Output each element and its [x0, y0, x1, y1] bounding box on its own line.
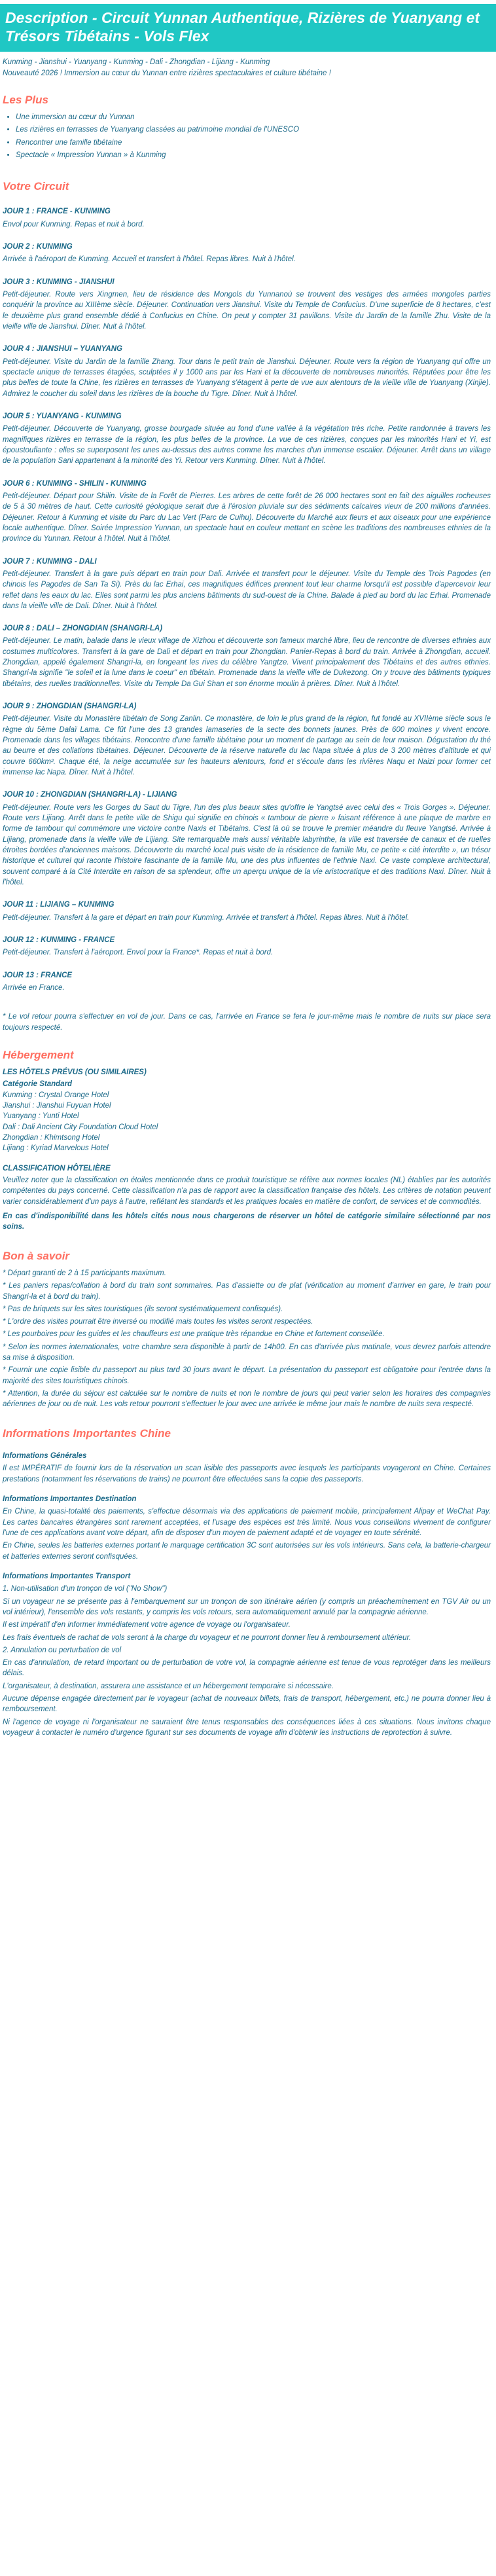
day-text: Petit-déjeuner. Le matin, balade dans le vieux village de Xizhou et découverte son fameux marché libre, lieu de rencontre de diverses ethnies aux costumes multicolores. Transfert à la gare de Dali et départ en train pour Zhongdian. Panier-Repas à bord du train. Arrivée à Zhongdian, accueil. Zhongdian, appelé également Shangri-la, en longeant les rives du célèbre Yangtze. Vivent principalement des Tibétains et des autres ethnies. Shangri-la signifie "le soleil et la lune dans le coeur" en tibétain. Promenade dans la vieille ville de Dukezong. On y trouve des bâtiments typiques tibétains, des ruelles traditionnelles. Visite du Temple Da Gui Shan et son énorme moulin à prières. Dîner. Nuit à l'hôtel.	[3, 637, 491, 688]
day-block	[3, 411, 491, 467]
day-block	[3, 479, 491, 545]
day-title: JOUR 8 : DALI – ZHONGDIAN (SHANGRI-LA)	[3, 625, 163, 633]
info-title: Informations Générales	[3, 1451, 87, 1460]
info-paragraph: Si un voyageur ne se présente pas à l'embarquement sur un tronçon de son itinéraire aérien (y compris un préacheminement en TGV Air ou un vol intérieur), l'ensemble des vols restants, y compris les vols retours, sera automatiquement annulé par la compagnie aérienne.	[3, 1597, 491, 1616]
plus-item: • Rencontrer une famille tibétaine	[16, 137, 491, 148]
bon-savoir-heading: Bon à savoir	[3, 1249, 70, 1262]
note-item: * Les paniers repas/collation à bord du train sont sommaires. Pas d'assiette ou de plat (vérification au moment d'arriver en gare, le train pour Shangri-la et à bord du train).	[3, 1282, 491, 1301]
day-title: JOUR 3 : KUNMING - JIANSHUI	[3, 278, 115, 286]
day-title: JOUR 4 : JIANSHUI – YUANYANG	[3, 345, 122, 354]
info-title: Informations Importantes Destination	[3, 1495, 137, 1503]
hotel-list	[3, 1090, 491, 1154]
day-title: JOUR 1 : FRANCE - KUNMING	[3, 208, 111, 216]
note-item: * Pas de briquets sur les sites touristiques (ils seront systématiquement confisqués).	[3, 1305, 283, 1313]
info-paragraph: Ni l'agence de voyage ni l'organisateur ne sauraient être tenus responsables des conséquences liées à ces situations. Nous invitons chaque voyageur à contacter le numéro d'urgence figurant sur ses documents de voyage afin d'obtenir les instructions de reprotection à suivre.	[3, 1718, 491, 1737]
title-banner	[0, 4, 496, 52]
plus-item: • Une immersion au cœur du Yunnan	[16, 112, 491, 122]
day-block	[3, 935, 491, 958]
day-title: JOUR 11 : LIJIANG – KUNMING	[3, 901, 115, 909]
day-text: Petit-déjeuner. Découverte de Yuanyang, grosse bourgade située au fond d'une vallée à la végétation très riche. Petite randonnée à travers les magnifiques rizières en terrasse de la région, les plus belles de la province. La vue de ces rizières, conçues par les minorités Hani et Yi, est époustouflante : elles se superposent les unes au-dessus des autres comme les marches d'un immense escalier. Déjeuner. Arrêt dans un village de la population Sani appartenant à la minorité des Yi. Retour vers Kunming. Dîner. Nuit à l'hôtel.	[3, 425, 491, 465]
hotel-item: Kunming : Crystal Orange Hotel	[3, 1091, 109, 1099]
day-text: Petit-déjeuner. Route vers les Gorges du Saut du Tigre, l'un des plus beaux sites qu'offre le Yangtsé avec celui des « Trois Gorges ». Déjeuner. Route vers Lijiang. Arrêt dans le petite ville de Shigu qui signifie en chinois « tambour de pierre » faisant référence à une plaque de marbre en forme de tambour qui commémore une victoire contre Naxis et Tibétains. C'est là où se trouve le premier méandre du fleuve Yangtsé. Arrivée à Lijiang, promenade dans la vieille ville de Lijiang. Site remarquable mais aussi véritable labyrinthe, la ville est traversée de canaux et de ruelles étroites bordées d'anciennes maisons. Découverte du marché local puis visite de la résidence de famille Mu, ce petite « cité interdite », un trésor historique et culturel qui raconte l'histoire fascinante de la famille Mu, une des plus influentes de l'ethnie Naxi. Ce vaste complexe architectural, souvent comparé à la Cité Interdite en raison de sa splendeur, offre un aperçu unique de la vie aristocratique et des traditions Naxi. Dîner. Nuit à l'hôtel.	[3, 803, 491, 887]
day-title: JOUR 13 : FRANCE	[3, 971, 73, 979]
day-block	[3, 242, 491, 265]
day-text: Arrivée à l'aéroport de Kunming. Accueil et transfert à l'hôtel. Repas libres. Nuit à l'hôtel.	[3, 255, 296, 264]
note-item: * Attention, la durée du séjour est calculée sur le nombre de nuits et non le nombre de jours qui peut varier selon les horaires des compagnies aériennes de jour ou de nuit. Les vols retour pourront s'effectuer le jour avec une arrivée le même jour mais le nombre de nuits sera respecté.	[3, 1390, 491, 1409]
day-block	[3, 701, 491, 778]
day-title: JOUR 12 : KUNMING - FRANCE	[3, 936, 115, 945]
info-paragraph: L'organisateur, à destination, assurera une assistance et un hébergement temporaire si nécessaire.	[3, 1682, 334, 1690]
day-block	[3, 206, 491, 230]
info-paragraph: 1. Non-utilisation d'un tronçon de vol ("No Show")	[3, 1585, 168, 1593]
page-title: Description - Circuit Yunnan Authentique, Rizières de Yuanyang et Trésors Tibétains - Vols Flex	[5, 9, 480, 45]
note-item: * Fournir une copie lisible du passeport au plus tard 30 jours avant le départ. La présentation du passeport est obligatoire pour l'entrée dans la majorité des sites touristiques chinois.	[3, 1366, 491, 1385]
day-title: JOUR 9 : ZHONGDIAN (SHANGRI-LA)	[3, 702, 137, 711]
classification-note: En cas d'indisponibilité dans les hôtels cités nous nous chargerons de réserver un hôtel de catégorie similaire sélectionné par nos soins.	[3, 1212, 491, 1231]
day-block	[3, 623, 491, 689]
plus-item: • Spectacle « Impression Yunnan » à Kunming	[16, 150, 491, 160]
day-text: Petit-déjeuner. Départ pour Shilin. Visite de la Forêt de Pierres. Les arbres de cette forêt de 26 000 hectares sont en fait des aiguilles rocheuses de 5 à 30 mètres de haut. Cette curiosité géologique serait due à l'érosion pluviale sur des sédiments calcaires vieux de 200 millions d'années. Déjeuner. Retour à Kunming et visite du Parc du Lac Vert (Parc de Cuihu). Découverte du Marché aux fleurs et aux oiseaux pour une expérience locale authentique. Dîner. Soirée Impression Yunnan, un spectacle haut en couleur mettant en scène les traditions des nombreuses ethnies de la province du Yunnan. Retour à l'hôtel. Nuit à l'hôtel.	[3, 492, 491, 543]
note-item: * Les pourboires pour les guides et les chauffeurs est une pratique très répandue en Chine et fortement conseillée.	[3, 1330, 385, 1339]
note-item: * Départ garanti de 2 à 15 participants maximum.	[3, 1269, 166, 1277]
day-text: Petit-déjeuner. Route vers Xingmen, lieu de résidence des Mongols du Yunnanoù se trouvent des vestiges des armées mongoles parties conquérir la province au XIIIème siècle. Déjeuner. Continuation vers Jianshui. Visite du Temple de Confucius. D'une superficie de 8 hectares, c'est le deuxième plus grand ensemble dédié à Confucius en Chine. On peut y compter 31 pavillons. Visite du Jardin de la famille Zhu. Visite de la vieille ville de Jianshui. Dîner. Nuit à l'hôtel.	[3, 290, 491, 331]
day-text: Petit-déjeuner. Transfert à l'aéroport. Envol pour la France*. Repas et nuit à bord.	[3, 949, 274, 957]
day-block	[3, 899, 491, 923]
info-paragraph: En Chine, seules les batteries externes portant le marquage certification 3C sont autorisées sur les vols intérieurs. Sans cela, la batterie-chargeur et batteries externes seront confisquées.	[3, 1542, 491, 1561]
hotel-item: Yuanyang : Yunti Hotel	[3, 1112, 79, 1121]
day-block	[3, 789, 491, 888]
info-paragraph: Il est impératif d'en informer immédiatement votre agence de voyage ou l'organisateur.	[3, 1621, 291, 1629]
day-block	[3, 277, 491, 333]
day-title: JOUR 2 : KUNMING	[3, 242, 73, 251]
circuit-footnote: * Le vol retour pourra s'effectuer en vol de jour. Dans ce cas, l'arrivée en France se fera le jour-même mais le nombre de nuits sur place sera toujours respecté.	[3, 1013, 491, 1032]
plus-item: • Les rizières en terrasses de Yuanyang classées au patrimoine mondial de l'UNESCO	[16, 124, 491, 135]
classification-text: Veuillez noter que la classification en étoiles mentionnée dans ce produit touristique se réfère aux normes locales (NL) établies par les autorités compétentes du pays concerné. Cette classification n'a pas de rapport avec la classification française des hôtels. Les critères de notation peuvent varier considérablement d'un pays à l'autre, reflétant les standards et les pratiques locales en matière de confort, de services et de commodités.	[3, 1176, 491, 1206]
note-item: * L'ordre des visites pourrait être inversé ou modifié mais toutes les visites seront respectées.	[3, 1318, 313, 1326]
info-paragraph: Aucune dépense engagée directement par le voyageur (achat de nouveaux billets, frais de transport, hébergement, etc.) ne pourra donner lieu à remboursement.	[3, 1695, 491, 1714]
content	[0, 52, 496, 1753]
day-block	[3, 970, 491, 994]
hebergement-heading: Hébergement	[3, 1049, 74, 1061]
info-paragraph: Il est IMPÉRATIF de fournir lors de la réservation un scan lisible des passeports avec lesquels les participants voyageront en Chine. Certaines prestations (notamment les réservations de trains) ne pourront être effectuées sans la copie des passeports.	[3, 1464, 491, 1483]
day-text: Petit-déjeuner. Transfert à la gare puis départ en train pour Dali. Arrivée et transfert pour le déjeuner. Visite du Temple des Trois Pagodes (en chinois les Pagodes de San Ta Si). Près du lac Erhai, ces magnifiques édifices prennent tout leur charme lorsqu'il est possible d'apercevoir leur reflet dans les eaux du lac. Elles sont parmi les plus anciens bâtiments du sud-ouest de la Chine. Balade à pied au bord du lac Erhai. Promenade dans la vieille ville de Dali. Dîner. Nuit à l'hôtel.	[3, 570, 491, 610]
day-text: Petit-déjeuner. Visite du Monastère tibétain de Song Zanlin. Ce monastère, de loin le plus grand de la région, fut fondé au XVIIème siècle sous le règne du 5ème Dalaï Lama. Ce fût l'une des 13 grandes lamaseries de la secte des bonnets jaunes. Près de 600 moines y vivent encore. Promenade dans les villages tibétains. Rencontre d'une famille tibétaine pour un moment de partage au sein de leur maison. Dégustation du thé au beurre et des collations tibétaines. Déjeuner. Découverte de la réserve naturelle du lac Napa située à plus de 3 200 mètres d'altitude et qui couvre 660km². Chaque été, la neige accumulée sur les hauteurs alentours, fond et s'écoule dans les rivières Naqu et Naizi pour former cet immense lac Napa. Dîner. Nuit à l'hôtel.	[3, 715, 491, 777]
day-text: Envol pour Kunming. Repas et nuit à bord.	[3, 220, 145, 228]
info-title: Informations Importantes Transport	[3, 1572, 131, 1580]
bon-savoir-list	[3, 1268, 491, 1410]
circuit-heading: Votre Circuit	[3, 180, 69, 193]
day-text: Petit-déjeuner. Visite du Jardin de la famille Zhang. Tour dans le petit train de Jianshui. Déjeuner. Route vers la région de Yuanyang qui offre un spectacle unique de terrasses étagées, sculptées il y 1000 ans par les Hani et la découverte de nombreuses minorités. Réputées pour être les plus belles de toute la Chine, les rizières en terrasses de Yuanyang s'étagent à perte de vue aux alentours de la vieille ville de Yuanyang (Xinjie). Admirez le coucher du soleil dans les rizières de la bouche du Tigre. Dîner. Nuit à l'hôtel.	[3, 357, 491, 398]
day-list	[3, 206, 491, 993]
day-title: JOUR 10 : ZHONGDIAN (SHANGRI-LA) - LIJIANG	[3, 791, 177, 799]
hotel-item: Dali : Dali Ancient City Foundation Cloud Hotel	[3, 1123, 158, 1131]
day-title: JOUR 6 : KUNMING - SHILIN - KUNMING	[3, 479, 147, 488]
day-block	[3, 556, 491, 612]
hotel-item: Lijiang : Kyriad Marvelous Hotel	[3, 1144, 109, 1153]
day-text: Petit-déjeuner. Transfert à la gare et départ en train pour Kunming. Arrivée et transfert à l'hôtel. Repas libres. Nuit à l'hôtel.	[3, 913, 410, 922]
infos-section	[3, 1451, 491, 1739]
plus-heading: Les Plus	[3, 93, 48, 106]
infos-heading: Informations Importantes Chine	[3, 1426, 171, 1440]
info-paragraph: En cas d'annulation, de retard important ou de perturbation de votre vol, la compagnie aérienne est tenue de vous reprotéger dans les meilleurs délais.	[3, 1659, 491, 1678]
hotel-category: Catégorie Standard	[3, 1080, 73, 1089]
intro	[3, 57, 491, 79]
note-item: * Selon les normes internationales, votre chambre sera disponible à partir de 14h00. En cas d'arrivée plus matinale, vous devrez parfois attendre sa mise à disposition.	[3, 1343, 491, 1362]
route: Kunming - Jianshui - Yuanyang - Kunming - Dali - Zhongdian - Lijiang - Kunming	[3, 58, 270, 67]
hotels-title: LES HÔTELS PRÉVUS (OU SIMILAIRES)	[3, 1068, 147, 1077]
day-text: Arrivée en France.	[3, 984, 65, 992]
classification-title: CLASSIFICATION HÔTELIÈRE	[3, 1164, 111, 1172]
day-title: JOUR 5 : YUANYANG - KUNMING	[3, 412, 122, 420]
info-paragraph: Les frais éventuels de rachat de vols seront à la charge du voyageur et ne pourront donner lieu à remboursement ultérieur.	[3, 1633, 412, 1642]
hotel-item: Jianshui : Jianshui Fuyuan Hotel	[3, 1102, 111, 1110]
hotel-item: Zhongdian : Khimtsong Hotel	[3, 1134, 100, 1142]
day-block	[3, 344, 491, 399]
hotel-section	[3, 1067, 491, 1233]
info-paragraph: 2. Annulation ou perturbation de vol	[3, 1646, 122, 1654]
info-paragraph: En Chine, la quasi-totalité des paiements, s'effectue désormais via des applications de paiement mobile, principalement Alipay et WeChat Pay. Les cartes bancaires étrangères sont rarement acceptées, et l'usage des espèces est très limité. Nous vous conseillons vivement de configurer l'une de ces applications avant votre départ, afin de disposer d'un moyen de paiement adapté et de voyager en toute sérénité.	[3, 1508, 491, 1537]
day-title: JOUR 7 : KUNMING - DALI	[3, 557, 97, 566]
tagline: Nouveauté 2026 ! Immersion au cœur du Yunnan entre rizières spectaculaires et culture tibétaine !	[3, 69, 331, 78]
plus-list	[16, 112, 491, 160]
